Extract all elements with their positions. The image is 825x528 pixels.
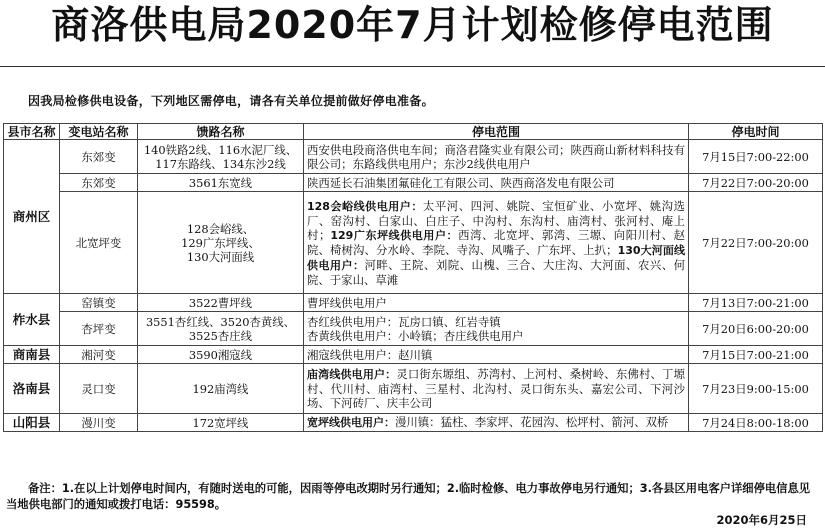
table-row — [4, 294, 823, 312]
scope-label: 130大河面线供电用户： — [307, 243, 685, 272]
time-cell: 7月22日7:00-20:00 — [689, 174, 823, 192]
divider — [0, 66, 825, 67]
station-cell: 湘河变 — [60, 346, 138, 364]
time-cell: 7月20日6:00-20:00 — [689, 312, 823, 346]
table-row — [4, 140, 823, 174]
feeder-line: 130大河面线 — [186, 249, 255, 264]
scope-cell — [304, 414, 689, 432]
page-title: 商洛供电局2020年7月计划检修停电范围 — [51, 3, 774, 47]
footnote: 备注：1.在以上计划停电时间内，有随时送电的可能，因雨等停电改期时另行通知；2.临时检修、电力事故停电另行通知；3.各县区用电客户详细停电信息见当地供电部门的通知或拨打电话：95598。 — [6, 482, 811, 511]
scope-text: 西湾、北宽坪、郭湾、三塬、向阳川村、赵院、椅树沟、分水岭、李院、寺沟、风嘴子、广东坪、上扒； — [307, 227, 685, 257]
station-cell: 窑镇变 — [60, 294, 138, 312]
scope-label: 128会峪线供电用户： — [307, 199, 423, 213]
table-row — [4, 192, 823, 294]
header-county: 县市名称 — [4, 124, 60, 140]
header-scope: 停电范围 — [304, 124, 689, 140]
table-header-row — [4, 124, 823, 140]
feeder-cell: 172宽坪线 — [138, 414, 304, 432]
time-cell: 7月22日7:00-20:00 — [689, 192, 823, 294]
feeder-cell: 140铁路2线、116水泥厂线、117东路线、134东沙2线 — [138, 140, 304, 174]
time-cell: 7月24日8:00-18:00 — [689, 414, 823, 432]
scope-label: 129广东坪线供电用户： — [330, 228, 459, 242]
time-cell: 7月15日7:00-22:00 — [689, 140, 823, 174]
table-row — [4, 414, 823, 432]
county-cell: 洛南县 — [4, 364, 60, 414]
county-cell: 商南县 — [4, 346, 60, 364]
scope-cell — [304, 312, 689, 346]
time-cell: 7月23日9:00-15:00 — [689, 364, 823, 414]
station-cell: 北宽坪变 — [60, 192, 138, 294]
scope-cell — [304, 192, 689, 294]
table-row — [4, 312, 823, 346]
scope-line: 杏红线供电用户：瓦房口镇、红岩寺镇 — [307, 314, 501, 329]
feeder-line: 128会峪线、 — [186, 221, 255, 236]
feeder-line: 129广东坪线、 — [181, 235, 260, 250]
feeder-cell: 192庙湾线 — [138, 364, 304, 414]
scope-cell: 曹坪线供电用户 — [304, 294, 689, 312]
feeder-cell: 3522曹坪线 — [138, 294, 304, 312]
scope-text: 太平河、四河、姚院、宝恒矿业、小宽坪、姚沟选厂、窑沟村、白家山、白庄子、中沟村、东沟村、庙湾村、张河村、庵上村； — [307, 198, 685, 242]
time-cell: 7月15日7:00-21:00 — [689, 346, 823, 364]
scope-text: 河畔、王院、刘院、山槐、三合、大庄沟、大河面、农兴、何院、于家山、草滩 — [307, 257, 685, 287]
time-cell: 7月13日7:00-21:00 — [689, 294, 823, 312]
station-cell: 东郊变 — [60, 140, 138, 174]
scope-label: 庙湾线供电用户： — [307, 368, 397, 381]
feeder-cell — [138, 192, 304, 294]
table-row — [4, 346, 823, 364]
header-time: 停电时间 — [689, 124, 823, 140]
scope-line: 杏黄线供电用户：小岭镇；杏庄线供电用户 — [307, 328, 524, 343]
header-station: 变电站名称 — [60, 124, 138, 140]
header-feeder: 馈路名称 — [138, 124, 304, 140]
table-row — [4, 364, 823, 414]
scope-cell — [304, 364, 689, 414]
scope-cell: 湘寇线供电用户：赵川镇 — [304, 346, 689, 364]
county-cell: 商州区 — [4, 140, 60, 294]
station-cell: 杏坪变 — [60, 312, 138, 346]
table-row — [4, 174, 823, 192]
scope-cell: 陕西延长石油集团氟硅化工有限公司、陕西商洛发电有限公司 — [304, 174, 689, 192]
scope-label: 宽坪线供电用户： — [307, 416, 395, 429]
feeder-cell: 3590湘寇线 — [138, 346, 304, 364]
notice-text: 因我局检修供电设备，下列地区需停电，请各有关单位提前做好停电准备。 — [28, 94, 434, 108]
publish-date: 2020年6月25日 — [716, 513, 807, 527]
county-cell: 山阳县 — [4, 414, 60, 432]
scope-text: 漫川镇：猛柱、李家坪、花园沟、松坪村、箭河、双桥 — [395, 415, 669, 429]
outage-table — [3, 123, 823, 432]
station-cell: 漫川变 — [60, 414, 138, 432]
feeder-cell: 3551杏红线、3520杏黄线、3525杏庄线 — [138, 312, 304, 346]
station-cell: 东郊变 — [60, 174, 138, 192]
scope-text: 灵口街东塬组、苏湾村、上河村、桑树岭、东佛村、丁塬村、代川村、庙湾村、三星村、北沟村、灵口街东头、嘉宏公司、下河沙场、下河砖厂、庆丰公司 — [307, 367, 685, 410]
station-cell: 灵口变 — [60, 364, 138, 414]
feeder-cell: 3561东宽线 — [138, 174, 304, 192]
scope-cell: 西安供电段商洛供电车间；商洛君隆实业有限公司；陕西商山新材料科技有限公司；东路线供电用户；东沙2线供电用户 — [304, 140, 689, 174]
county-cell: 柞水县 — [4, 294, 60, 346]
